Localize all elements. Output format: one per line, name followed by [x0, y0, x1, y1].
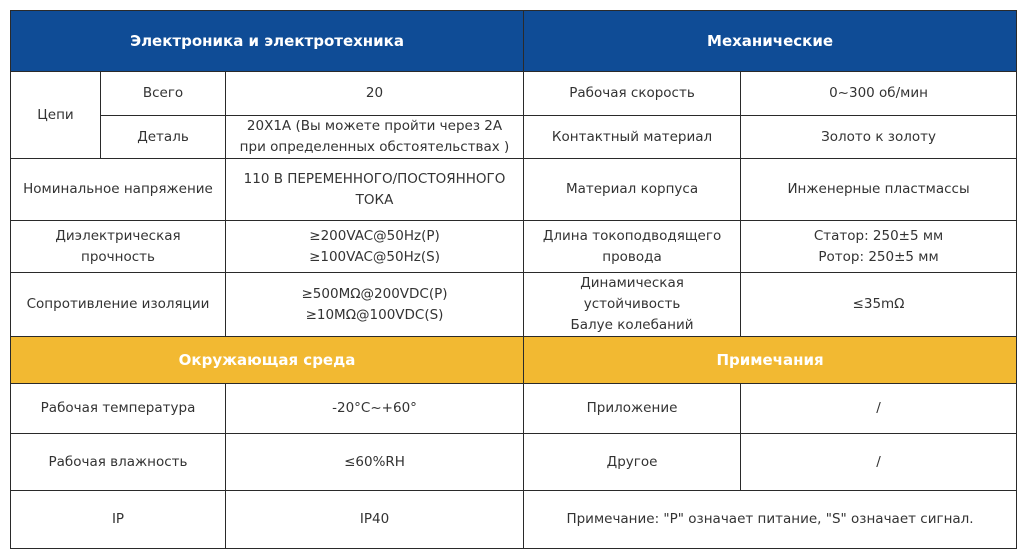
application-value: / [741, 384, 1017, 434]
lead-length-value [741, 221, 1017, 273]
dynamic-resistance-value: ≤35mΩ [741, 273, 1017, 337]
dielectric-value-line-2: ≥100VAC@50Hz(S) [309, 248, 440, 265]
remark-note: Примечание: "P" означает питание, "S" означает сигнал. [524, 491, 1017, 549]
contact-material-value: Золото к золоту [741, 116, 1017, 159]
contact-material-label: Контактный материал [524, 116, 741, 159]
spec-table [10, 10, 1017, 549]
voltage-label: Номинальное напряжение [11, 159, 226, 221]
section-header-environment: Окружающая среда [11, 337, 524, 384]
temperature-value: -20°C~+60° [226, 384, 524, 434]
housing-material-label: Материал корпуса [524, 159, 741, 221]
ip-value: IP40 [226, 491, 524, 549]
humidity-value: ≤60%RH [226, 434, 524, 491]
section-header-mechanical: Механические [524, 11, 1017, 72]
total-label: Всего [101, 72, 226, 116]
total-value: 20 [226, 72, 524, 116]
insulation-value [226, 273, 524, 337]
speed-label: Рабочая скорость [524, 72, 741, 116]
dielectric-label: Диэлектрическая прочность [11, 221, 226, 273]
lead-length-label-line-2: провода [602, 248, 662, 265]
detail-label: Деталь [101, 116, 226, 159]
circuits-label: Цепи [11, 72, 101, 159]
ip-label: IP [11, 491, 226, 549]
section-header-notes: Примечания [524, 337, 1017, 384]
application-label: Приложение [524, 384, 741, 434]
detail-value-line-1: 20X1A (Вы можете пройти через 2A [246, 118, 503, 134]
other-label: Другое [524, 434, 741, 491]
dynamic-resistance-label [524, 273, 741, 337]
section-header-electronics: Электроника и электротехника [11, 11, 524, 72]
insulation-label: Сопротивление изоляции [11, 273, 226, 337]
dielectric-value-line-1: ≥200VAC@50Hz(P) [309, 227, 440, 244]
detail-value [226, 116, 524, 159]
voltage-value [226, 159, 524, 221]
lead-length-label-line-1: Длина токоподводящего [542, 227, 722, 244]
other-value: / [741, 434, 1017, 491]
insulation-value-line-2: ≥10MΩ@100VDC(S) [305, 306, 444, 323]
dynamic-resistance-label-line-1: Динамическая устойчивость [580, 275, 684, 312]
lead-length-label [524, 221, 741, 273]
dynamic-resistance-label-line-2: Балуе колебаний [570, 317, 694, 333]
speed-value: 0~300 об/мин [741, 72, 1017, 116]
lead-length-rotor: Ротор: 250±5 мм [818, 248, 939, 265]
lead-length-stator: Статор: 250±5 мм [813, 227, 944, 244]
housing-material-value: Инженерные пластмассы [741, 159, 1017, 221]
voltage-value-line-1: 110 В ПЕРЕМЕННОГО/ПОСТОЯННОГО [243, 170, 506, 187]
dielectric-value [226, 221, 524, 273]
humidity-label: Рабочая влажность [11, 434, 226, 491]
insulation-value-line-1: ≥500MΩ@200VDC(P) [301, 285, 448, 302]
voltage-value-line-2: ТОКА [355, 191, 394, 208]
detail-value-line-2: при определенных обстоятельствах ) [239, 139, 510, 155]
temperature-label: Рабочая температура [11, 384, 226, 434]
